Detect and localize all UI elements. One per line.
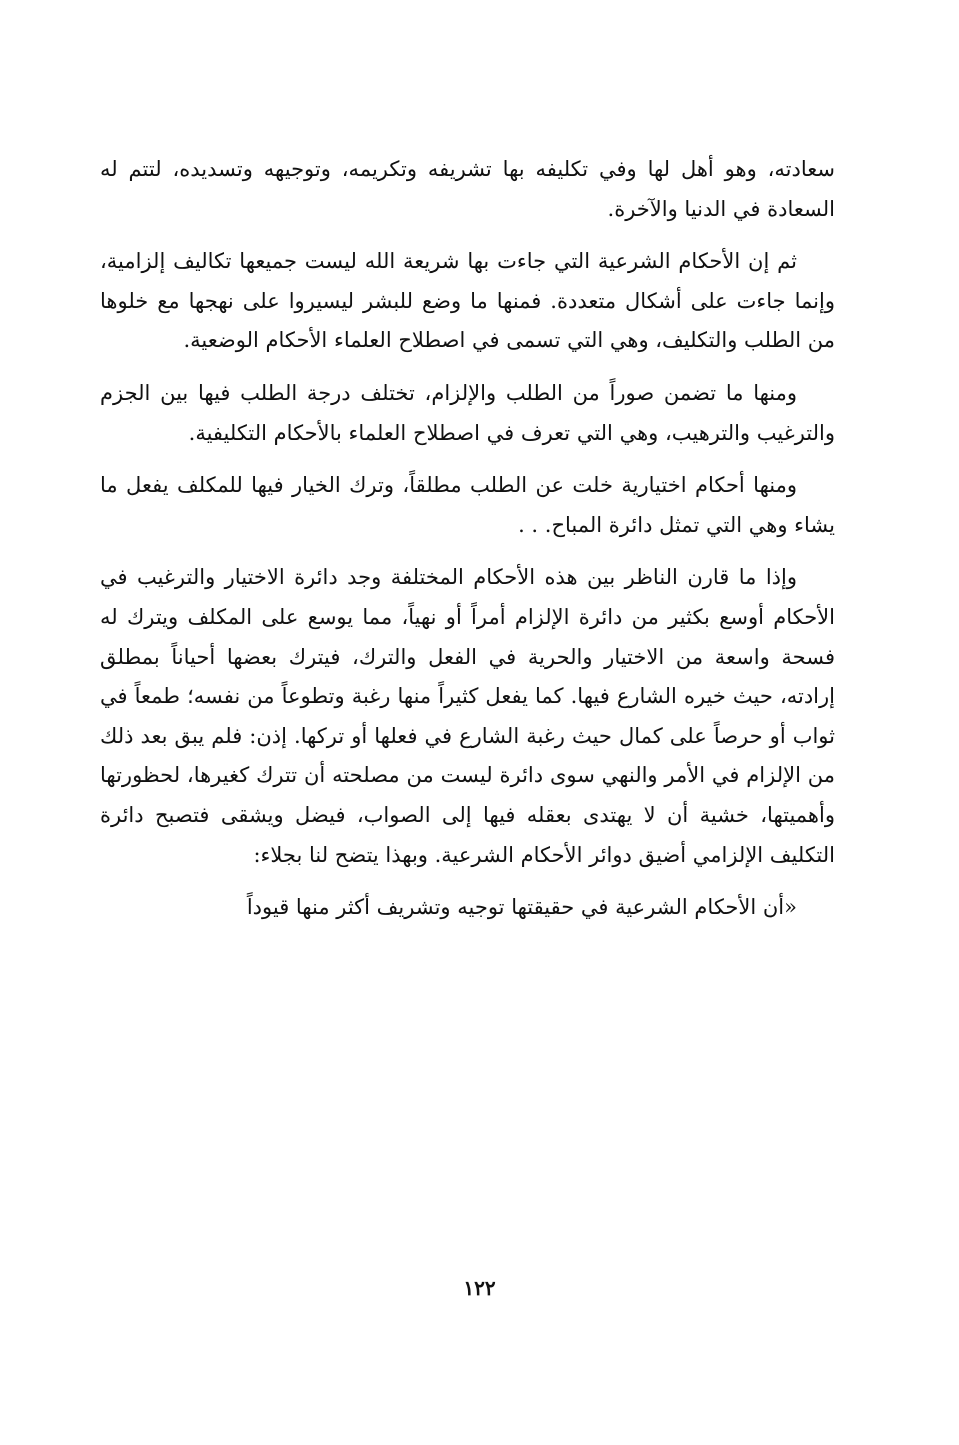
- paragraph-1: سعادته، وهو أهل لها وفي تكليفه بها تشريفه وتكريمه، وتوجيهه وتسديده، لتتم له السعادة في الدنيا والآخرة.: [100, 157, 835, 221]
- paragraph-6: «أن الأحكام الشرعية في حقيقتها توجيه وتشريف أكثر منها قيوداً: [246, 895, 797, 920]
- page-number: ١٢٢: [463, 1276, 496, 1300]
- paragraph-5: وإذا ما قارن الناظر بين هذه الأحكام المختلفة وجد دائرة الاختيار والترغيب في الأحكام أوسع بكثير من دائرة الإلزام أمراً أو نهياً، مما يوسع على المكلف ويترك له فسحة واسعة من الاختيار والحرية في الفعل والترك، فيترك بعضها أحياناً بمطلق إرادته، حيث خيره الشارع فيها. كما يفعل كثيراً منها رغبة وتطوعاً من نفسه؛ طمعاً في ثواب أو حرصاً على كمال حيث رغبة الشارع في فعلها أو تركها. إذن: فلم يبق بعد ذلك من الإلزام في الأمر والنهي سوى دائرة ليست من مصلحته أن تترك كغيرها، لحظورتها وأهميتها، خشية أن لا يهتدى بعقله فيها إلى الصواب، فيضل ويشقى فتصبح دائرة التكليف الإلزامي أضيق دوائر الأحكام الشرعية. وبهذا يتضح لنا بجلاء:: [100, 565, 835, 867]
- paragraph-4: ومنها أحكام اختيارية خلت عن الطلب مطلقاً، وترك الخيار فيها للمكلف يفعل ما يشاء وهي التي تمثل دائرة المباح. . .: [100, 473, 835, 537]
- page-body: [100, 150, 835, 941]
- paragraph-2: ثم إن الأحكام الشرعية التي جاءت بها شريعة الله ليست جميعها تكاليف إلزامية، وإنما جاءت على أشكال متعددة. فمنها ما وضع للبشر ليسيروا على نهجها مع خلوها من الطلب والتكليف، وهي التي تسمى في اصطلاح العلماء الأحكام الوضعية.: [100, 249, 835, 353]
- paragraph-3: ومنها ما تضمن صوراً من الطلب والإلزام، تختلف درجة الطلب فيها بين الجزم والترغيب والترهيب، وهي التي تعرف في اصطلاح العلماء بالأحكام التكليفية.: [100, 380, 835, 445]
